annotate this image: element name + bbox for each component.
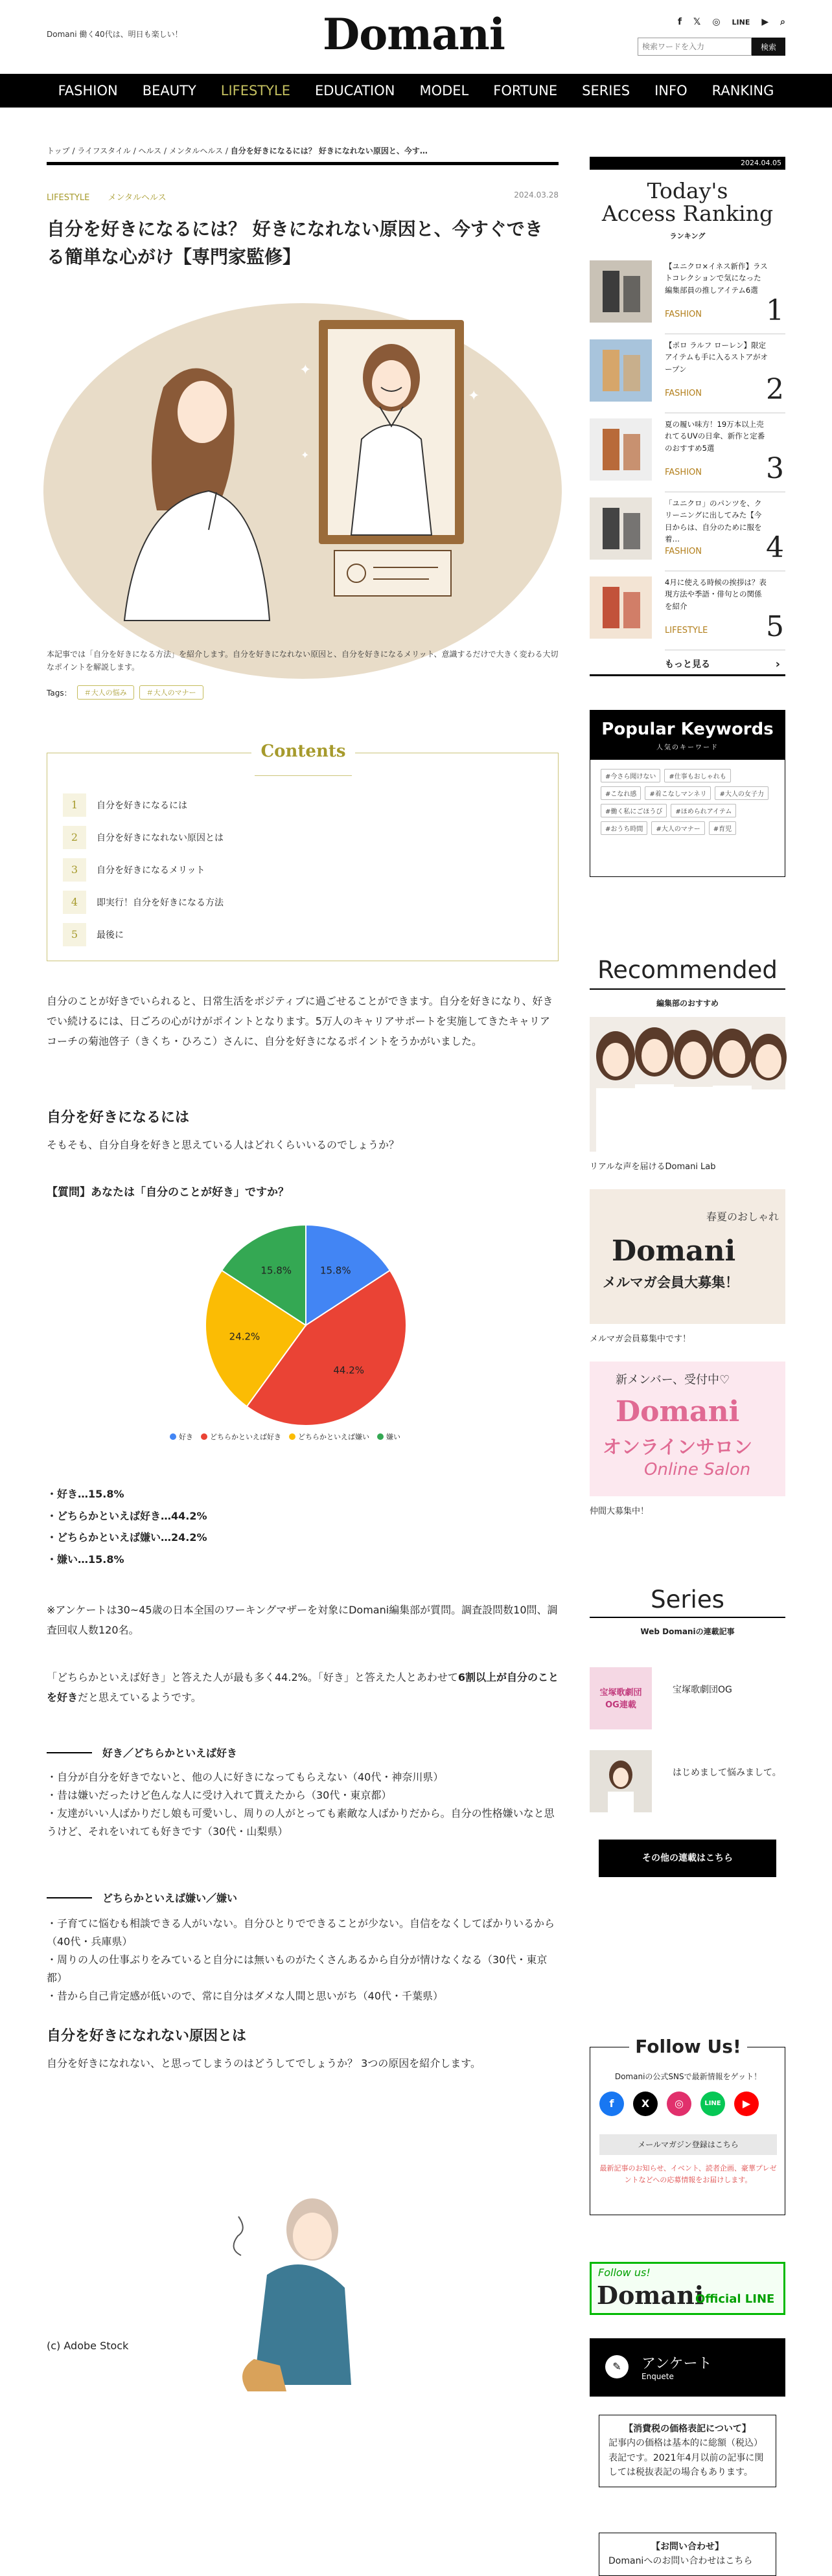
ranking-headline: 【ポロ ラルフ ローレン】限定アイテムも手に入るストアがオープン [665,341,768,374]
pie-data-label: 15.8% [319,1264,351,1277]
legend-item [201,1431,281,1442]
subheading: どちらかといえば嫌い／嫌い [47,1890,237,1905]
series-label: はじめまして悩みまして。 [673,1768,781,1778]
keyword-tag[interactable]: #仕事もおしゃれも [664,769,730,782]
pie-chart [150,1222,461,1468]
series-title: Series [651,1586,724,1613]
tax-notice-title: 【消費税の価格表記について】 [624,2424,751,2434]
ranking-subtitle: ランキング [669,232,706,240]
breadcrumb-health[interactable]: ヘルス [138,146,162,155]
recommended-banner-salon[interactable] [590,1362,785,1496]
ranking-headline: 「ユニクロ」のパンツを、クリーニングに出してみた【今日からは、自分のために服を着… [665,499,762,544]
comment-list [47,1915,559,2005]
contact-title: 【お問い合わせ】 [651,2542,724,2552]
main-nav [0,74,832,108]
line-banner-text: Official LINE [695,2292,775,2306]
follow-subtitle: Domaniの公式SNSで最新情報をゲット！ [614,2072,762,2081]
pie-data-label: 15.8% [260,1264,292,1277]
article-meta [47,190,559,203]
publish-date: 2024.03.28 [514,190,559,199]
series-item[interactable] [590,1667,785,1732]
series-subtitle: Web Domaniの連載記事 [640,1627,735,1636]
nav-info[interactable]: INFO [654,83,688,98]
series-thumbnail [590,1667,652,1729]
line-icon[interactable]: LINE [700,2092,725,2116]
series-thumb-text: 宝塚歌劇団OG連載 [599,1688,642,1710]
legend-swatch [170,1433,176,1440]
nav-fashion[interactable]: FASHION [58,83,118,98]
line-icon[interactable]: LINE [732,17,750,27]
keywords-subtitle: 人気のキーワード [656,744,719,751]
series-thumbnail [590,1750,652,1812]
series-more-button[interactable]: その他の連載はこちら [599,1840,776,1877]
summary-text: 「どちらかといえば好き」と答えた人が最も多く44.2%。「好き」と答えた人とあわせて [47,1671,458,1683]
result-item: ・嫌い…15.8% [47,1553,124,1566]
toc-label: 自分を好きになれない原因とは [97,833,224,843]
enquete-icon: ✎ [605,2355,629,2378]
ranking-number: 5 [766,610,784,643]
summary-paragraph [47,1667,559,1707]
result-item: ・どちらかといえば嫌い…24.2% [47,1531,207,1544]
ranking-number: 2 [766,373,784,406]
svg-text:✦: ✦ [468,388,480,404]
contact-box[interactable] [599,2533,776,2576]
tag-list [47,685,203,700]
header-search [638,38,785,56]
toc-label: 自分を好きになるメリット [97,865,205,876]
section-heading: 自分を好きになれない原因とは [47,2028,247,2044]
comment-item: ・昔は嫌いだったけど色んな人に受け入れて貰えたから（30代・東京都） [47,1789,392,1801]
photo-credit: (c) Adobe Stock [47,2340,129,2352]
category-link[interactable]: LIFESTYLE [47,193,90,203]
survey-question: 【質問】あなたは「自分のことが好き」ですか？ [47,1186,289,1199]
popular-keywords [590,710,785,877]
comment-item: ・友達がいい人ばかりだし娘も可愛いし、周りの人がとっても素敵な人ばかりだから。自分の性格嫌いなと思うけど、それをいれても好きです（30代・山梨県） [47,1807,555,1838]
series-item[interactable] [590,1750,785,1815]
keyword-list [590,760,785,844]
keywords-header [590,711,785,760]
keyword-tag[interactable]: #おうち時間 [601,821,647,835]
ranking-number: 1 [766,294,784,327]
newsletter-note: 最新記事のお知らせ、イベント、読者企画、豪華プレゼントなどへの応募情報をお届けします。 [599,2164,777,2184]
pie-data-label: 44.2% [333,1364,365,1376]
ranking-date: 2024.04.05 [590,157,785,170]
divider [47,162,559,165]
tag-link[interactable]: ＃大人の悩み [77,685,134,700]
comment-item: ・自分が自分を好きでないと、他の人に好きになってもらえない（40代・神奈川県） [47,1771,444,1783]
nav-fortune[interactable]: FORTUNE [493,83,558,98]
legend-item [170,1431,193,1442]
ranking-title-line: Today's [647,178,728,203]
svg-text:✦: ✦ [299,362,312,378]
ranking-item[interactable] [590,497,785,567]
site-header [0,0,832,73]
ranking-thumbnail [590,497,652,560]
legend-label: どちらかといえば嫌い [298,1433,369,1441]
tags-label: Tags： [47,688,72,698]
site-logo[interactable]: Domani [323,9,505,60]
section-heading: 自分を好きになるには [47,1110,190,1126]
keyword-tag[interactable]: #働く私にごほうび [601,804,667,817]
recommended-caption[interactable]: リアルな声を届けるDomani Lab [590,1162,716,1172]
ranking-item[interactable] [590,260,785,330]
subheading: 好き／どちらかといえば好き [47,1745,237,1760]
ranking-item[interactable] [590,418,785,488]
toc-item[interactable] [63,923,124,946]
legend-item [289,1431,369,1442]
toc-item[interactable] [63,891,224,914]
contact-text: Domaniへのお問い合わせはこちら [608,2556,753,2567]
legend-label: 嫌い [386,1433,400,1441]
divider [255,775,352,776]
hero-illustration [47,297,559,621]
recommended-caption[interactable]: 仲間大募集中！ [590,1507,649,1516]
article-title: 自分を好きになるには？ 好きになれない原因と、今すぐできる簡単な心がけ【専門家監修】 [47,218,543,268]
banner-text: 新メンバー、受付中♡ [616,1373,730,1387]
summary-text: だと思えているようです。 [78,1691,202,1704]
legend-item [377,1431,400,1442]
enquete-banner[interactable] [590,2338,785,2397]
comment-list [47,1768,559,1841]
toc-number: 1 [63,793,86,817]
follow-us [590,2036,785,2215]
ranking-number: 4 [766,531,784,564]
banner-logo: Domani [616,1395,740,1428]
keyword-tag[interactable]: #大人のマナー [651,821,704,835]
ranking-category: FASHION [665,547,702,556]
instagram-icon[interactable]: ◎ [667,2092,691,2116]
ranking-thumbnail [590,576,652,639]
result-item: ・好き…15.8% [47,1488,124,1500]
youtube-icon[interactable]: ▶ [761,17,769,27]
pie-data-label: 24.2% [229,1330,260,1343]
site-tagline: Domani 働く40代は、明日も楽しい！ [47,30,183,39]
series-label: 宝塚歌劇団OG [673,1685,732,1695]
follow-title: Follow Us! [629,2036,747,2057]
ranking-number: 3 [766,452,784,485]
keyword-tag[interactable]: #ほめられアイテム [671,804,736,817]
recommended-banner-lab[interactable] [590,1017,785,1152]
ranking-thumbnail [590,260,652,323]
survey-results [47,1483,559,1570]
nav-beauty[interactable]: BEAUTY [142,83,196,98]
paragraph: そもそも、自分自身を好きと思えている人はどれくらいいるのでしょうか？ [47,1139,400,1151]
toc-number: 3 [63,858,86,882]
comment-item: ・昔から自己肯定感が低いので、常に自分はダメな人間と思いがち（40代・千葉県） [47,1990,444,2002]
more-button[interactable]: もっと見る › [590,653,785,676]
banner-text: メルマガ会員大募集！ [603,1275,739,1290]
keyword-tag[interactable]: #着こなしマンネリ [645,786,711,800]
divider [590,1617,785,1618]
ranking-item[interactable] [590,576,785,646]
ranking-thumbnail [590,418,652,481]
svg-text:✦: ✦ [301,449,310,461]
facebook-icon[interactable]: f [677,17,682,27]
toc-number: 4 [63,891,86,914]
toc-number: 5 [63,923,86,946]
enquete-subtitle: Enquete [641,2372,674,2381]
keyword-tag[interactable]: #大人の女子力 [715,786,768,800]
banner-text: オンラインサロン [603,1436,753,1458]
tag-link[interactable]: ＃大人のマナー [139,685,203,700]
ranking-item[interactable] [590,339,785,409]
recommended-title: Recommended [597,956,778,984]
comment-item: ・子育てに悩むも相談できる人がいない。自分ひとりでできることが少ない。自信をなくしてばかりいるから（40代・兵庫県） [47,1917,555,1948]
summary-highlight: 6割以上が自分のことを好き [47,1671,559,1704]
search-button[interactable]: 検索 [752,38,785,56]
ranking-category: FASHION [665,310,702,319]
tax-notice-text: 記事内の価格は基本的に総額（税込）表記です。2021年4月以前の記事に関しては税抜表記の場合もあります。 [608,2438,764,2478]
subcategory-link[interactable]: メンタルヘルス [108,193,167,203]
banner-logo: Domani [612,1235,736,1268]
toc-item[interactable] [63,858,205,882]
ranking-thumbnail [590,339,652,402]
result-item: ・どちらかといえば好き…44.2% [47,1509,207,1522]
image-caption: 本記事では「自分を好きになる方法」を紹介します。自分を好きになれない原因と、自分を好きになるメリット、意識するだけで大きく変わる大切なポイントを解説します。 [47,650,559,672]
toc-title: Contents [251,742,355,761]
toc-label: 即実行！自分を好きになる方法 [97,898,224,908]
breadcrumb-current: 自分を好きになるには？ 好きになれない原因と、今す… [230,146,428,155]
legend-label: どちらかといえば好き [210,1433,281,1441]
breadcrumb-top[interactable]: トップ [47,146,70,155]
line-banner-text: Follow us! [598,2266,651,2279]
search-icon[interactable]: ⌕ [780,17,785,27]
legend-swatch [289,1433,295,1440]
search-input[interactable] [638,38,752,56]
ranking-headline: 【ユニクロ×イネス新作】ラストコレクションで気になった編集部員の推しアイテム6選 [665,262,768,295]
nav-lifestyle[interactable]: LIFESTYLE [220,83,290,98]
table-of-contents [47,742,559,961]
enquete-title: アンケート [641,2356,712,2372]
nav-model[interactable]: MODEL [419,83,469,98]
ranking-category: FASHION [665,389,702,398]
sitting-woman-illustration [176,2178,410,2411]
legend-label: 好き [179,1433,193,1441]
ranking-headline: 4月に使える時候の挨拶は？表現方法や季語・俳句との関係を紹介 [665,578,767,611]
toc-number: 2 [63,826,86,849]
breadcrumb-lifestyle[interactable]: ライフスタイル [77,146,131,155]
ranking-category: FASHION [665,468,702,477]
recommended-subtitle: 編集部のおすすめ [656,999,719,1008]
nav-education[interactable]: EDUCATION [314,83,395,98]
ranking-title [590,180,785,225]
toc-label: 最後に [97,930,124,940]
youtube-icon[interactable]: ▶ [734,2092,759,2116]
keywords-title: Popular Keywords [601,720,774,739]
banner-text: 春夏のおしゃれ [706,1211,780,1223]
intro-paragraph: 自分のことが好きでいられると、日常生活をポジティブに過ごせることができます。自分を好きになり、好きでい続けるには、日ごろの心がけがポイントとなります。5万人のキャリアサポートを実施してきたキャリアコーチの菊池啓子（きくち・ひろこ）さんに、自分を好きになるポイントをうかがいました。 [47,995,553,1048]
recommended-caption[interactable]: メルマガ会員募集中です！ [590,1334,691,1344]
legend-swatch [377,1433,384,1440]
line-official-banner[interactable] [590,2262,785,2315]
comment-item: ・周りの人の仕事ぶりをみていると自分には無いものがたくさんあるから自分が情けなくなる（30代・東京都） [47,1954,548,1984]
x-icon[interactable]: 𝕏 [693,17,701,27]
toc-item[interactable] [63,793,187,817]
chart-legend [170,1431,400,1442]
ranking-headline: 夏の履い味方！19万本以上売れてるUVの日傘、新作と定番のおすすめ5選 [665,420,765,453]
line-banner-logo: Domani [597,2281,704,2310]
tax-notice [599,2415,776,2487]
header-social-icons [678,17,785,27]
newsletter-button[interactable]: メールマガジン登録はこちら [599,2134,777,2155]
keyword-tag[interactable]: #育児 [709,821,736,835]
paragraph: 自分を好きになれない、と思ってしまうのはどうしてでしょうか？ 3つの原因を紹介します。 [47,2057,481,2069]
survey-note: ※アンケートは30~45歳の日本全国のワーキングマザーを対象にDomani編集部が質問。調査設問数10問、調査回収人数120名。 [47,1604,558,1637]
toc-item[interactable] [63,826,224,849]
breadcrumb: トップ / ライフスタイル / ヘルス / メンタルヘルス / 自分を好きになるには？ 好きになれない原因と、今す… [47,146,428,155]
instagram-icon[interactable]: ◎ [712,17,721,27]
divider [590,988,785,990]
recommended-banner-mailmag[interactable] [590,1189,785,1324]
nav-series[interactable]: SERIES [582,83,630,98]
keyword-tag[interactable]: #こなれ感 [601,786,641,800]
x-icon[interactable]: X [633,2092,658,2116]
breadcrumb-mental-health[interactable]: メンタルヘルス [168,146,224,155]
legend-swatch [201,1433,207,1440]
ranking-category: LIFESTYLE [665,626,708,635]
follow-icons [599,2092,759,2116]
toc-label: 自分を好きになるには [97,801,187,811]
facebook-icon[interactable]: f [599,2092,624,2116]
keyword-tag[interactable]: #今さら聞けない [601,769,660,782]
nav-ranking[interactable]: RANKING [711,83,774,98]
ranking-title-line: Access Ranking [601,200,774,226]
banner-text: Online Salon [644,1460,751,1479]
